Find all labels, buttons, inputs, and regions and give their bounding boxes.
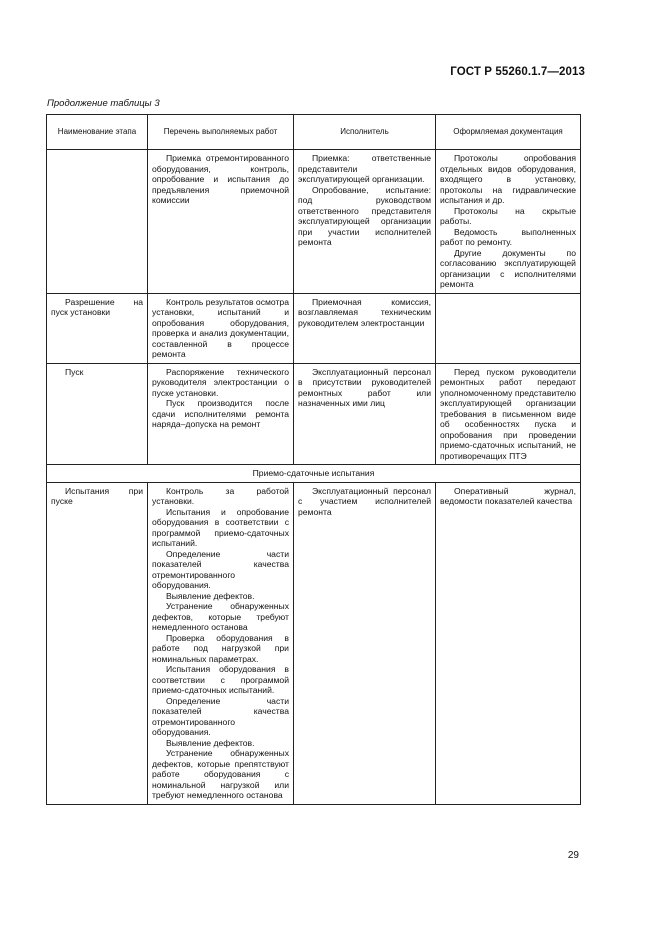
table-row xyxy=(47,150,581,294)
docs-cell xyxy=(436,293,581,363)
docs-cell xyxy=(436,363,581,465)
column-header-docs: Оформляемая документация xyxy=(436,115,581,150)
performer-cell xyxy=(294,150,436,294)
works-paragraph: Контроль за работой установки. xyxy=(152,485,289,506)
works-cell xyxy=(148,150,294,294)
works-paragraph: Контроль результатов осмотра установки, испытаний и опробования оборудования, проверка и анализ документации, составленной в процессе ремонта xyxy=(152,296,289,359)
standard-code: ГОСТ Р 55260.1.7—2013 xyxy=(450,66,585,78)
stage-cell: Испытания при пуске xyxy=(47,482,148,804)
work-stages-table xyxy=(46,114,581,805)
works-paragraph: Испытания оборудования в соответствии с программой приемо-сдаточных испытаний. xyxy=(152,664,289,695)
column-header-performer: Исполнитель xyxy=(294,115,436,150)
stage-cell xyxy=(47,150,148,294)
docs-paragraph: Протоколы опробования отдельных видов оборудования, входящего в установку, протоколы на гидравлические испытания и др. xyxy=(440,153,576,205)
works-paragraph: Проверка оборудования в работе под нагрузкой при номинальных параметрах. xyxy=(152,632,289,664)
works-paragraph: Устранение обнаруженных дефектов, которые препятствуют работе оборудования с номинальной нагрузкой или требуют немедленного останова xyxy=(152,748,289,800)
works-paragraph: Устранение обнаруженных дефектов, которые требуют немедленного останова xyxy=(152,601,289,632)
works-paragraph: Выявление дефектов. xyxy=(166,737,255,748)
works-paragraph: Определение части показателей качества отремонтированного оборудования. xyxy=(152,695,289,737)
table-row xyxy=(47,482,581,804)
column-header-works: Перечень выполняемых работ xyxy=(148,115,294,150)
column-header-stage: Наименование этапа xyxy=(47,115,148,150)
performer-paragraph: Приемочная комиссия, возглавляемая техническим руководителем электростанции xyxy=(298,296,431,328)
table-row xyxy=(47,363,581,465)
performer-paragraph: Эксплуатационный персонал в присутствии руководителей ремонтных работ или назначенных ими лиц xyxy=(298,366,431,408)
works-paragraph: Приемка отремонтированного оборудования, контроль, опробование и испытания до предъявления приемочной комиссии xyxy=(152,153,289,205)
works-paragraph: Испытания и опробование оборудования в соответствии с программой приемо-сдаточных испытаний. xyxy=(152,506,289,548)
works-paragraph: Выявление дефектов. xyxy=(166,590,255,601)
docs-paragraph: Оперативный журнал, ведомости показателей качества xyxy=(440,485,576,506)
works-cell xyxy=(148,363,294,465)
works-paragraph: Определение части показателей качества отремонтированного оборудования. xyxy=(152,548,289,590)
docs-paragraph: Другие документы по согласованию эксплуатирующей организации с исполнителями ремонта xyxy=(440,247,576,289)
works-cell xyxy=(148,293,294,363)
works-cell xyxy=(148,482,294,804)
table-row xyxy=(47,293,581,363)
section-row xyxy=(47,465,581,483)
docs-paragraph: Перед пуском руководители ремонтных работ передают уполномоченному представителю эксплуатирующей организации требования в письменном виде об особенностях пуска и опробования при проведении приемо-сдаточных испытаний, не противоречащих ПТЭ xyxy=(440,366,576,461)
table-header-row xyxy=(47,115,581,150)
performer-paragraph: Эксплуатационный персонал с участием исполнителей ремонта xyxy=(298,485,431,517)
stage-cell: Пуск xyxy=(47,363,148,465)
docs-paragraph: Ведомость выполненных работ по ремонту. xyxy=(440,226,576,247)
docs-paragraph: Протоколы на скрытые работы. xyxy=(440,205,576,226)
performer-cell xyxy=(294,293,436,363)
performer-paragraph: Опробование, испытание: под руководством ответственного представителя эксплуатирующей организации при участии исполнителей ремонта xyxy=(298,184,431,247)
docs-cell xyxy=(436,482,581,804)
page-number: 29 xyxy=(567,850,579,861)
stage-cell: Разрешение на пуск установки xyxy=(47,293,148,363)
docs-cell xyxy=(436,150,581,294)
performer-cell xyxy=(294,363,436,465)
performer-cell xyxy=(294,482,436,804)
section-title: Приемо-сдаточные испытания xyxy=(47,465,581,483)
performer-paragraph: Приемка: ответственные представители эксплуатирующей организации. xyxy=(298,153,431,184)
works-paragraph: Распоряжение технического руководителя электростанции о пуске установки. xyxy=(152,366,289,398)
table-caption: Продолжение таблицы 3 xyxy=(47,98,160,109)
works-paragraph: Пуск производится после сдачи исполнителями ремонта наряда–допуска на ремонт xyxy=(152,398,289,429)
